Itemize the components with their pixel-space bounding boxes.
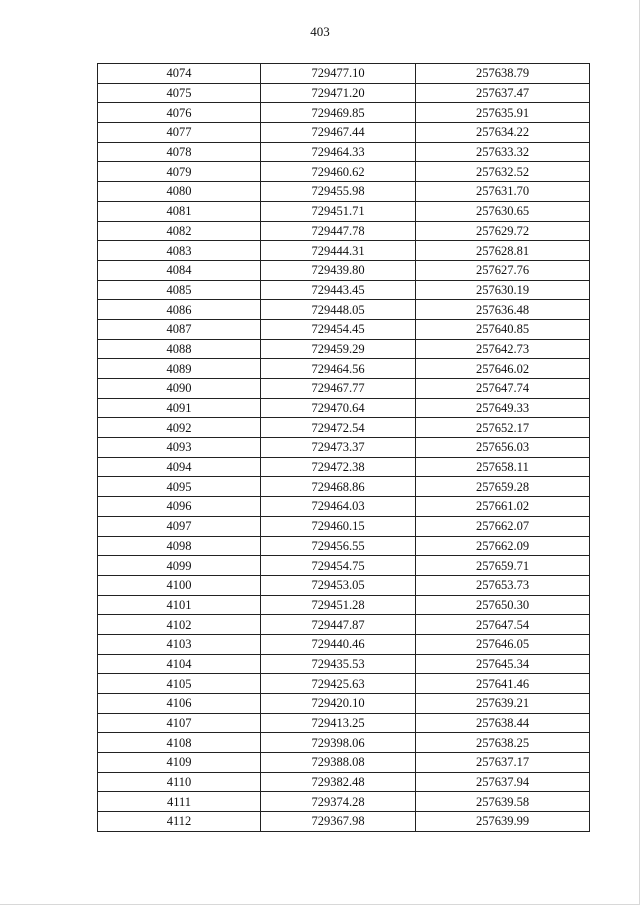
table-row — [98, 536, 590, 556]
y-coordinate-cell: 257630.19 — [416, 280, 590, 300]
y-coordinate-cell: 257637.17 — [416, 753, 590, 773]
point-number-cell: 4108 — [98, 733, 261, 753]
x-coordinate-cell: 729425.63 — [261, 674, 416, 694]
point-number-cell: 4107 — [98, 713, 261, 733]
point-number-cell: 4104 — [98, 654, 261, 674]
table-row — [98, 162, 590, 182]
x-coordinate-cell: 729453.05 — [261, 575, 416, 595]
point-number-cell: 4095 — [98, 477, 261, 497]
y-coordinate-cell: 257634.22 — [416, 123, 590, 143]
x-coordinate-cell: 729435.53 — [261, 654, 416, 674]
page-number: 403 — [310, 24, 330, 39]
table-row — [98, 438, 590, 458]
table-row — [98, 319, 590, 339]
table-row — [98, 634, 590, 654]
x-coordinate-cell: 729460.15 — [261, 516, 416, 536]
x-coordinate-cell: 729444.31 — [261, 241, 416, 261]
y-coordinate-cell: 257647.74 — [416, 379, 590, 399]
point-number-cell: 4076 — [98, 103, 261, 123]
point-number-cell: 4074 — [98, 64, 261, 84]
table-row — [98, 83, 590, 103]
y-coordinate-cell: 257636.48 — [416, 300, 590, 320]
y-coordinate-cell: 257632.52 — [416, 162, 590, 182]
table-row — [98, 103, 590, 123]
y-coordinate-cell: 257646.02 — [416, 359, 590, 379]
point-number-cell: 4101 — [98, 595, 261, 615]
point-number-cell: 4111 — [98, 792, 261, 812]
table-row — [98, 182, 590, 202]
point-number-cell: 4110 — [98, 772, 261, 792]
table-row — [98, 418, 590, 438]
table-row — [98, 477, 590, 497]
y-coordinate-cell: 257639.99 — [416, 812, 590, 832]
x-coordinate-cell: 729467.77 — [261, 379, 416, 399]
point-number-cell: 4093 — [98, 438, 261, 458]
point-number-cell: 4098 — [98, 536, 261, 556]
x-coordinate-cell: 729456.55 — [261, 536, 416, 556]
y-coordinate-cell: 257659.28 — [416, 477, 590, 497]
x-coordinate-cell: 729468.86 — [261, 477, 416, 497]
x-coordinate-cell: 729459.29 — [261, 339, 416, 359]
y-coordinate-cell: 257642.73 — [416, 339, 590, 359]
x-coordinate-cell: 729451.28 — [261, 595, 416, 615]
x-coordinate-cell: 729454.75 — [261, 556, 416, 576]
table-row — [98, 457, 590, 477]
x-coordinate-cell: 729472.38 — [261, 457, 416, 477]
y-coordinate-cell: 257638.25 — [416, 733, 590, 753]
y-coordinate-cell: 257637.94 — [416, 772, 590, 792]
point-number-cell: 4084 — [98, 260, 261, 280]
x-coordinate-cell: 729477.10 — [261, 64, 416, 84]
table-row — [98, 398, 590, 418]
x-coordinate-cell: 729413.25 — [261, 713, 416, 733]
y-coordinate-cell: 257637.47 — [416, 83, 590, 103]
table-row — [98, 694, 590, 714]
point-number-cell: 4092 — [98, 418, 261, 438]
point-number-cell: 4106 — [98, 694, 261, 714]
table-row — [98, 241, 590, 261]
table-row — [98, 792, 590, 812]
table-row — [98, 142, 590, 162]
point-number-cell: 4102 — [98, 615, 261, 635]
point-number-cell: 4097 — [98, 516, 261, 536]
point-number-cell: 4088 — [98, 339, 261, 359]
y-coordinate-cell: 257641.46 — [416, 674, 590, 694]
y-coordinate-cell: 257628.81 — [416, 241, 590, 261]
y-coordinate-cell: 257649.33 — [416, 398, 590, 418]
table-row — [98, 615, 590, 635]
point-number-cell: 4085 — [98, 280, 261, 300]
table-row — [98, 123, 590, 143]
table-row — [98, 812, 590, 832]
y-coordinate-cell: 257658.11 — [416, 457, 590, 477]
x-coordinate-cell: 729443.45 — [261, 280, 416, 300]
point-number-cell: 4077 — [98, 123, 261, 143]
point-number-cell: 4087 — [98, 319, 261, 339]
table-row — [98, 64, 590, 84]
table-row — [98, 280, 590, 300]
y-coordinate-cell: 257631.70 — [416, 182, 590, 202]
x-coordinate-cell: 729447.87 — [261, 615, 416, 635]
table-row — [98, 556, 590, 576]
table-row — [98, 497, 590, 517]
x-coordinate-cell: 729382.48 — [261, 772, 416, 792]
point-number-cell: 4078 — [98, 142, 261, 162]
y-coordinate-cell: 257638.79 — [416, 64, 590, 84]
x-coordinate-cell: 729388.08 — [261, 753, 416, 773]
table-row — [98, 753, 590, 773]
point-number-cell: 4100 — [98, 575, 261, 595]
y-coordinate-cell: 257638.44 — [416, 713, 590, 733]
point-number-cell: 4082 — [98, 221, 261, 241]
x-coordinate-cell: 729472.54 — [261, 418, 416, 438]
x-coordinate-cell: 729448.05 — [261, 300, 416, 320]
y-coordinate-cell: 257662.07 — [416, 516, 590, 536]
point-number-cell: 4105 — [98, 674, 261, 694]
x-coordinate-cell: 729455.98 — [261, 182, 416, 202]
x-coordinate-cell: 729464.33 — [261, 142, 416, 162]
table-row — [98, 516, 590, 536]
y-coordinate-cell: 257647.54 — [416, 615, 590, 635]
table-row — [98, 772, 590, 792]
x-coordinate-cell: 729469.85 — [261, 103, 416, 123]
point-number-cell: 4099 — [98, 556, 261, 576]
x-coordinate-cell: 729451.71 — [261, 201, 416, 221]
point-number-cell: 4091 — [98, 398, 261, 418]
x-coordinate-cell: 729467.44 — [261, 123, 416, 143]
y-coordinate-cell: 257629.72 — [416, 221, 590, 241]
point-number-cell: 4080 — [98, 182, 261, 202]
y-coordinate-cell: 257639.21 — [416, 694, 590, 714]
point-number-cell: 4112 — [98, 812, 261, 832]
table-row — [98, 595, 590, 615]
x-coordinate-cell: 729464.03 — [261, 497, 416, 517]
table-row — [98, 201, 590, 221]
x-coordinate-cell: 729440.46 — [261, 634, 416, 654]
point-number-cell: 4109 — [98, 753, 261, 773]
y-coordinate-cell: 257652.17 — [416, 418, 590, 438]
table-row — [98, 733, 590, 753]
table-row — [98, 575, 590, 595]
point-number-cell: 4094 — [98, 457, 261, 477]
table-row — [98, 654, 590, 674]
point-number-cell: 4079 — [98, 162, 261, 182]
table-row — [98, 300, 590, 320]
coordinates-table — [97, 63, 590, 832]
point-number-cell: 4081 — [98, 201, 261, 221]
coordinates-table-body — [98, 64, 590, 832]
y-coordinate-cell: 257639.58 — [416, 792, 590, 812]
y-coordinate-cell: 257656.03 — [416, 438, 590, 458]
y-coordinate-cell: 257640.85 — [416, 319, 590, 339]
x-coordinate-cell: 729447.78 — [261, 221, 416, 241]
y-coordinate-cell: 257650.30 — [416, 595, 590, 615]
table-row — [98, 713, 590, 733]
x-coordinate-cell: 729439.80 — [261, 260, 416, 280]
y-coordinate-cell: 257627.76 — [416, 260, 590, 280]
x-coordinate-cell: 729398.06 — [261, 733, 416, 753]
table-row — [98, 339, 590, 359]
point-number-cell: 4103 — [98, 634, 261, 654]
x-coordinate-cell: 729460.62 — [261, 162, 416, 182]
y-coordinate-cell: 257633.32 — [416, 142, 590, 162]
table-row — [98, 221, 590, 241]
point-number-cell: 4083 — [98, 241, 261, 261]
point-number-cell: 4096 — [98, 497, 261, 517]
y-coordinate-cell: 257661.02 — [416, 497, 590, 517]
x-coordinate-cell: 729470.64 — [261, 398, 416, 418]
point-number-cell: 4075 — [98, 83, 261, 103]
table-row — [98, 379, 590, 399]
y-coordinate-cell: 257659.71 — [416, 556, 590, 576]
point-number-cell: 4090 — [98, 379, 261, 399]
x-coordinate-cell: 729471.20 — [261, 83, 416, 103]
x-coordinate-cell: 729420.10 — [261, 694, 416, 714]
x-coordinate-cell: 729454.45 — [261, 319, 416, 339]
x-coordinate-cell: 729473.37 — [261, 438, 416, 458]
x-coordinate-cell: 729374.28 — [261, 792, 416, 812]
table-row — [98, 359, 590, 379]
y-coordinate-cell: 257630.65 — [416, 201, 590, 221]
y-coordinate-cell: 257662.09 — [416, 536, 590, 556]
y-coordinate-cell: 257653.73 — [416, 575, 590, 595]
y-coordinate-cell: 257645.34 — [416, 654, 590, 674]
table-row — [98, 260, 590, 280]
y-coordinate-cell: 257646.05 — [416, 634, 590, 654]
y-coordinate-cell: 257635.91 — [416, 103, 590, 123]
x-coordinate-cell: 729464.56 — [261, 359, 416, 379]
point-number-cell: 4089 — [98, 359, 261, 379]
table-row — [98, 674, 590, 694]
x-coordinate-cell: 729367.98 — [261, 812, 416, 832]
point-number-cell: 4086 — [98, 300, 261, 320]
